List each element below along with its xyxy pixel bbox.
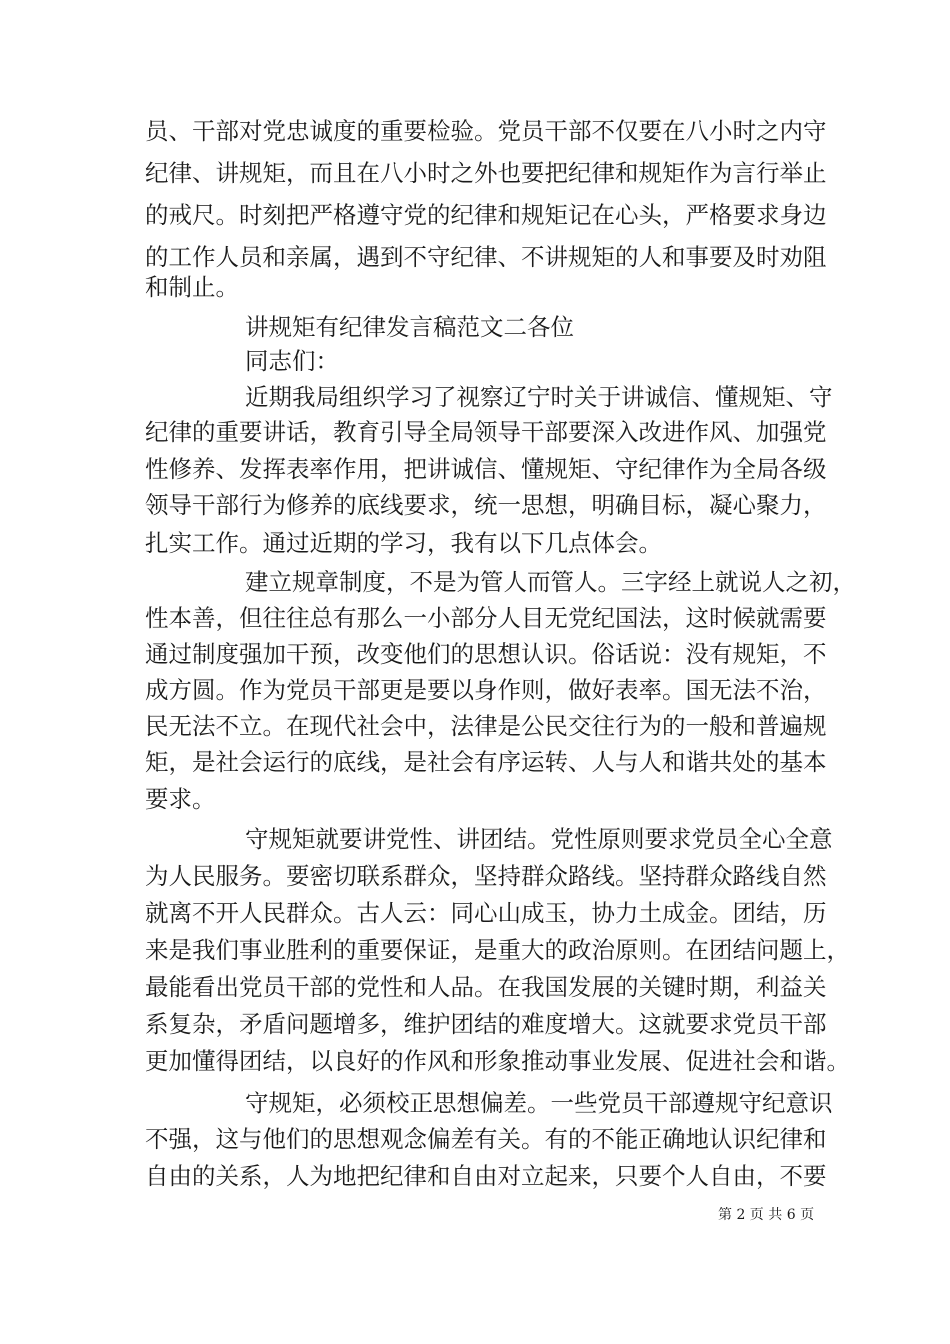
body-line: 守规矩，必须校正思想偏差。一些党员干部遵规守纪意识 [245, 1089, 833, 1117]
body-line: 要求。 [145, 785, 216, 813]
body-line: 最能看出党员干部的党性和人品。在我国发展的关键时期，利益关 [145, 973, 827, 1001]
body-line: 为人民服务。要密切联系群众，坚持群众路线。坚持群众路线自然 [145, 862, 827, 890]
body-line: 的工作人员和亲属，遇到不守纪律、不讲规矩的人和事要及时劝阻 [145, 243, 827, 271]
body-line: 系复杂，矛盾问题增多，维护团结的难度增大。这就要求党员干部 [145, 1010, 827, 1038]
body-line: 民无法不立。在现代社会中，法律是公民交往行为的一般和普遍规 [145, 712, 827, 740]
salutation: 同志们： [245, 347, 339, 375]
body-line: 领导干部行为修养的底线要求，统一思想，明确目标，凝心聚力， [145, 491, 827, 519]
body-line: 员、干部对党忠诚度的重要检验。党员干部不仅要在八小时之内守 [145, 117, 827, 145]
body-line: 的戒尺。时刻把严格遵守党的纪律和规矩记在心头，严格要求身边 [145, 201, 827, 229]
body-line: 扎实工作。通过近期的学习，我有以下几点体会。 [145, 529, 662, 557]
body-line: 纪律、讲规矩，而且在八小时之外也要把纪律和规矩作为言行举止 [145, 159, 827, 187]
body-line: 就离不开人民群众。古人云：同心山成玉，协力土成金。团结，历 [145, 899, 827, 927]
body-line: 自由的关系，人为地把纪律和自由对立起来，只要个人自由，不要 [145, 1162, 827, 1190]
body-line: 和制止。 [145, 273, 239, 301]
body-line: 矩，是社会运行的底线，是社会有序运转、人与人和谐共处的基本 [145, 748, 827, 776]
body-line: 建立规章制度，不是为管人而管人。三字经上就说人之初， [245, 568, 856, 596]
body-line: 来是我们事业胜利的重要保证，是重大的政治原则。在团结问题上， [145, 936, 850, 964]
page-number-footer: 第 2 页 共 6 页 [718, 1207, 815, 1223]
body-line: 成方圆。作为党员干部更是要以身作则，做好表率。国无法不治， [145, 676, 827, 704]
body-line: 更加懂得团结，以良好的作风和形象推动事业发展、促进社会和谐。 [145, 1047, 850, 1075]
body-line: 性修养、发挥表率作用，把讲诚信、懂规矩、守纪律作为全局各级 [145, 455, 827, 483]
body-line: 不强，这与他们的思想观念偏差有关。有的不能正确地认识纪律和 [145, 1125, 827, 1153]
body-line: 近期我局组织学习了视察辽宁时关于讲诚信、懂规矩、守 [245, 383, 833, 411]
section-heading: 讲规矩有纪律发言稿范文二各位 [245, 313, 574, 341]
body-line: 性本善，但往往总有那么一小部分人目无党纪国法，这时候就需要 [145, 604, 827, 632]
body-line: 守规矩就要讲党性、讲团结。党性原则要求党员全心全意 [245, 825, 833, 853]
body-line: 纪律的重要讲话，教育引导全局领导干部要深入改进作风、加强党 [145, 418, 827, 446]
body-line: 通过制度强加干预，改变他们的思想认识。俗话说：没有规矩，不 [145, 640, 827, 668]
